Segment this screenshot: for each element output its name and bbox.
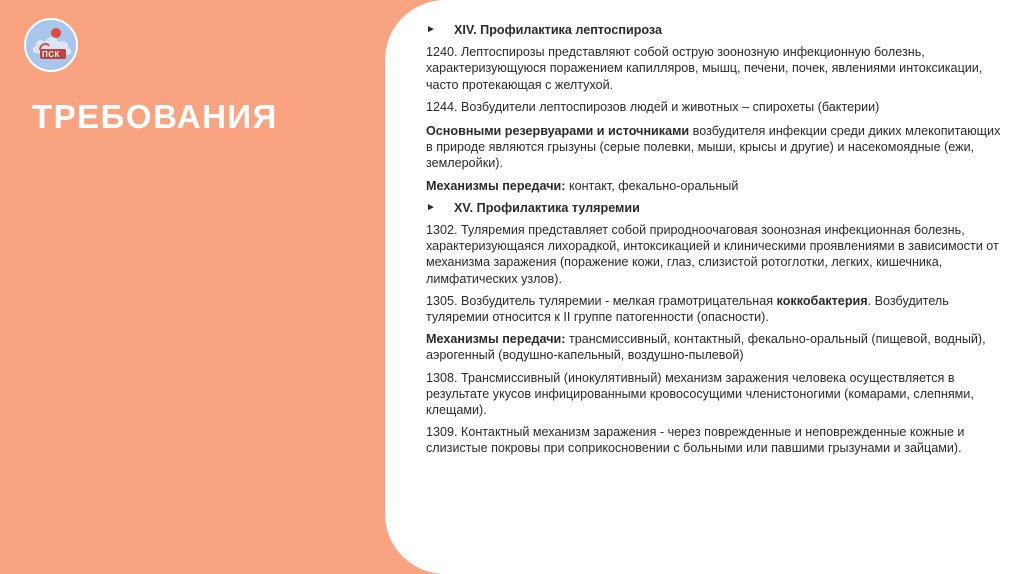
slide-title: ТРЕБОВАНИЯ: [32, 98, 278, 135]
bullet-arrow-icon: ►: [426, 24, 436, 35]
coccobacterium-term: коккобактерия: [776, 293, 868, 308]
content-area: [426, 22, 1006, 463]
section-heading-text: XV. Профилактика туляремии: [454, 200, 640, 215]
transmission-term: Механизмы передачи:: [426, 178, 566, 193]
reservoirs-term: Основными резервуарами и источниками: [426, 124, 690, 139]
paragraph-1305-end: . Возбудитель туляремии относится к II группе патогенности (опасности).: [426, 293, 949, 325]
transmission-text: трансмиссивный, контактный, фекально-оральный (пищевой, водный), аэрогенный (водушно-капельный, воздушно-пылевой): [426, 332, 986, 363]
paragraph-1244: 1244. Возбудители лептоспирозов людей и животных – спирохеты (бактерии): [426, 99, 880, 114]
paragraph-transmission-leptospirosis: [426, 178, 1006, 194]
bullet-arrow-icon: ►: [426, 201, 436, 213]
paragraph-1308: 1308. Трансмиссивный (инокулятивный) механизм заражения человека осуществляется в результате укусов инфицированными кровососущими членистоногими (комарами, слепнями, клещами).: [426, 370, 974, 418]
paragraph-1305: [426, 293, 1006, 325]
paragraph-1240: 1240. Лептоспирозы представляют собой острую зоонозную инфекционную болезнь, характеризующуюся поражением капилляров, мышц, печени, почек, явлениями интоксикации, часто протекающая с желтухой.: [426, 45, 983, 92]
paragraph-1305-start: 1305. Возбудитель туляремии - мелкая грамотрицательная: [426, 293, 777, 308]
transmission-term: Механизмы передачи:: [426, 332, 566, 347]
logo-text: ПСК: [42, 50, 60, 59]
paragraph-reservoirs: [426, 123, 1006, 172]
brand-logo: [24, 18, 78, 72]
transmission-text: контакт, фекально-оральный: [565, 178, 739, 193]
paragraph-transmission-tularemia: [426, 331, 1006, 363]
cloud-mascot-icon: [26, 20, 78, 72]
section-heading-text: XIV. Профилактика лептоспироза: [454, 23, 663, 37]
reservoirs-text: возбудителя инфекции среди диких млекопитающих в природе являются грызуны (серые полевки, мыши, крысы и другие) и насекомоядные (ежи, землеройки).: [426, 124, 1001, 171]
paragraph-1309: 1309. Контактный механизм заражения - через поврежденные и неповрежденные кожные и слизистые покровы при соприкосновении с больными или павшими грызунами и зайцами).: [426, 425, 965, 456]
section-heading-tularemia: [426, 200, 1006, 216]
paragraph-1302: 1302. Туляремия представляет собой природноочаговая зоонозная инфекционная болезнь, характеризующаяся лихорадкой, интоксикацией и клиническими проявлениями в зависимости от механизма заражения (поражение кожи, глаз, слизистой ротоглотки, легких, кишечника, лимфатических узлов).: [426, 223, 999, 286]
section-heading-leptospirosis: [426, 22, 1006, 38]
